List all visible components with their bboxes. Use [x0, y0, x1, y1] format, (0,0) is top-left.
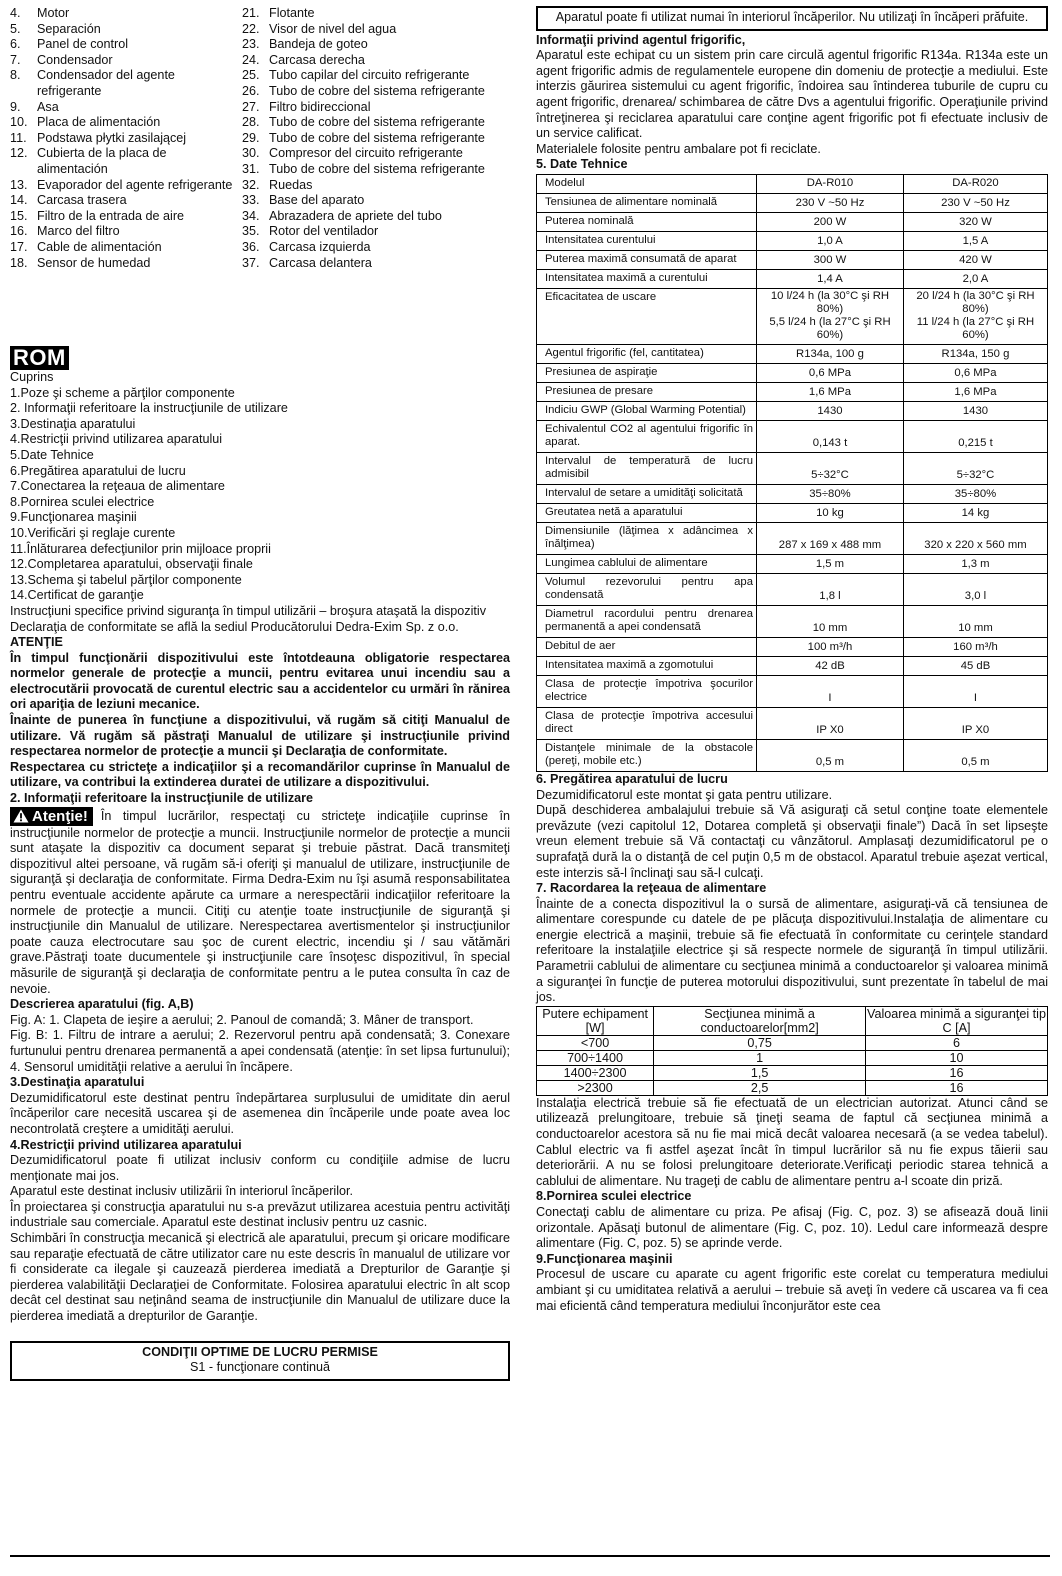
item-number: 28.	[242, 115, 260, 130]
list-item	[242, 209, 510, 225]
fuse-cell: <700	[537, 1035, 654, 1050]
spec-value-da-r010: 0,6 MPa	[757, 363, 904, 382]
table-row	[537, 1065, 1048, 1080]
refrigerant-title: Informaţii privind agentul frigorific,	[536, 32, 746, 47]
table-row	[537, 231, 1048, 250]
optimal-conditions-title: CONDIŢII OPTIME DE LUCRU PERMISE	[142, 1344, 378, 1359]
section-7-title: 7. Racordarea la reţeaua de alimentare	[536, 881, 767, 896]
attention-paragraph-1: În timpul funcţionării dispozitivului este întotdeauna obligatorie respectarea normelor generale de protecţie a muncii, pentru evitarea unui incendiu sau a electrocutării provocată de curentul electric sau a accidentelor cu urmări în rănirea ori apariţia de leziuni mecanice.	[10, 650, 510, 712]
item-text: Visor de nivel del agua	[269, 21, 397, 36]
item-number: 30.	[242, 146, 260, 161]
section-4-paragraph-1: Dezumidificatorul poate fi utilizat inclusiv conform cu condiţiile admise de lucru menţionate mai jos.	[10, 1153, 510, 1183]
item-text: Cable de alimentación	[37, 239, 162, 254]
spec-label: Tensiunea de alimentare nominală	[537, 193, 757, 212]
list-item	[242, 146, 510, 162]
table-row	[537, 1080, 1048, 1095]
table-row	[537, 605, 1048, 637]
spec-value-da-r020	[903, 288, 1047, 344]
section-4-paragraph-4: Schimbări în construcţia mecanică şi electrică ale aparatului, precum şi oricare modificare sau reparaţie efectuată de către utilizator care nu este descris în manualul de utilizare vor fi considerate ca ilegale şi cauzează pierderea imediată a Drepturilor de Garanţie şi pierderea valabilităţii Declaraţiei de Conformitate. Folosirea aparatului electric în alt scop decât cel destinat sau neţinând seama de instrucţiunile din Manualul de utilizare duce la pierderea imediată a drepturilor de Garanţie.	[10, 1231, 510, 1324]
spec-value-da-r020: 0,5 m	[903, 739, 1047, 771]
spec-value-da-r010: 300 W	[757, 250, 904, 269]
toc-item: 14.Certificat de garanţie	[10, 588, 144, 603]
table-row	[537, 174, 1048, 193]
spec-value-da-r010: 287 x 169 x 488 mm	[757, 522, 904, 554]
table-row	[537, 554, 1048, 573]
item-text: Evaporador del agente refrigerante	[37, 177, 233, 192]
spec-value-line: 11 l/24 h (la 27°C şi RH 60%)	[916, 315, 1035, 341]
fuse-header: Putere echipament [W]	[537, 1006, 654, 1035]
item-number: 27.	[242, 99, 260, 114]
section-2-body	[10, 807, 510, 998]
item-text: Carcasa derecha	[269, 52, 365, 67]
spec-value-line: 5,5 l/24 h (la 27°C şi RH 60%)	[769, 315, 891, 341]
toc-item: 3.Destinaţia aparatului	[10, 416, 136, 431]
spec-value-da-r020: 0,215 t	[903, 420, 1047, 452]
spec-value-da-r020: 160 m³/h	[903, 637, 1047, 656]
parts-list	[10, 6, 510, 336]
table-row	[537, 573, 1048, 605]
description-title: Descrierea aparatului (fig. A,B)	[10, 997, 194, 1012]
list-item	[10, 22, 235, 38]
list-item	[242, 68, 510, 84]
table-row	[537, 363, 1048, 382]
list-item	[10, 209, 235, 225]
list-item	[10, 6, 235, 22]
spec-value-da-r020: I	[903, 675, 1047, 707]
spec-value-da-r010: 1,4 A	[757, 269, 904, 288]
table-row	[537, 522, 1048, 554]
item-text: Carcasa izquierda	[269, 239, 371, 254]
list-item	[10, 100, 235, 116]
item-number: 15.	[10, 208, 28, 223]
section-5-title: 5. Date Tehnice	[536, 157, 628, 172]
spec-value-da-r010: R134a, 100 g	[757, 344, 904, 363]
section-6-paragraph-1: Dezumidificatorul este montat şi gata pentru utilizare.	[536, 787, 833, 802]
spec-value-da-r010	[757, 288, 904, 344]
fuse-table	[536, 1006, 1048, 1096]
item-number: 4.	[10, 6, 21, 20]
toc-item: 7.Conectarea la reţeaua de alimentare	[10, 479, 225, 494]
spec-value-da-r020: 14 kg	[903, 503, 1047, 522]
contents-title: Cuprins	[10, 370, 54, 384]
toc-item: 4.Restricţii privind utilizarea aparatului	[10, 432, 223, 447]
list-item	[10, 224, 235, 240]
fuse-header: Valoarea minimă a siguranţei tip C [A]	[867, 1006, 1046, 1035]
spec-label: Eficacitatea de uscare	[537, 288, 757, 344]
indoor-notice-box	[536, 6, 1048, 31]
fuse-cell: 700÷1400	[537, 1050, 654, 1065]
section-4-paragraph-2: Aparatul este destinat inclusiv utilizării în interiorul încăperilor.	[10, 1184, 353, 1199]
item-text: Carcasa delantera	[269, 255, 372, 270]
spec-value-da-r020: 35÷80%	[903, 484, 1047, 503]
table-row	[537, 288, 1048, 344]
spec-label: Puterea nominală	[537, 212, 757, 231]
fuse-cell: 0,75	[654, 1035, 866, 1050]
spec-value-da-r020: 420 W	[903, 250, 1047, 269]
table-of-contents	[10, 386, 510, 604]
spec-value-da-r010: 1430	[757, 401, 904, 420]
warning-badge	[10, 807, 93, 826]
item-number: 7.	[10, 52, 21, 67]
refrigerant-body: Aparatul este echipat cu un sistem prin care circulă agentul frigorific R134a. R134a este un agent frigorific admis de regulamentele europene din domeniu de protecţie a mediului. Este interzis găurirea sistemului cu agent frigorific, îndoirea sau întinderea tuburile de cupru cu agent frigorific, drenarea/ schimbarea de către Dvs a agentului frigorific. Operaţiunile privind întreţinerea şi reciclarea aparatului care conţine agent frigorific pot fi efectuate inclusiv de un service calificat.	[536, 48, 1048, 141]
spec-value-da-r020: 45 dB	[903, 656, 1047, 675]
item-number: 18.	[10, 255, 28, 270]
spec-value-da-r020: 1430	[903, 401, 1047, 420]
fuse-cell: 16	[866, 1080, 1048, 1095]
item-number: 8.	[10, 68, 21, 83]
list-item	[242, 162, 510, 178]
spec-value-da-r010: 1,5 m	[757, 554, 904, 573]
table-row	[537, 250, 1048, 269]
fuse-cell: 10	[866, 1050, 1048, 1065]
item-text: Filtro bidireccional	[269, 99, 371, 114]
section-7-body: Înainte de a conecta dispozitivul la o sursă de alimentare, asiguraţi-vă că tensiunea de alimentare corespunde cu datele de pe plăcuţa dispozitivului.Instalaţia de alimentare cu energie electrică a maşinii, trebuie să fie efectuată în conformitate cu cerinţele standard referitoare la instalaţiile electrice şi să respecte normele de siguranţă în timpul utilizării. Parametrii cablului de alimentare cu secţiunea minimă a conductoarelor şi valoarea minimă a siguranţei în funcţie de puterea motorului dispozitivului, sunt prezentate în tabelul de mai jos.	[536, 896, 1048, 1005]
item-number: 35.	[242, 224, 260, 239]
spec-value-da-r010: DA-R010	[757, 174, 904, 193]
spec-value-da-r010: 1,0 A	[757, 231, 904, 250]
list-item	[10, 240, 235, 256]
spec-label: Intensitatea maximă a zgomotului	[537, 656, 757, 675]
attention-paragraph-2: Înainte de punerea în funcţiune a dispozitivului, vă rugăm să citiţi Manualul de utilizare. Vă rugăm să păstraţi Manualul de utilizare şi instrucţiunile privind respectarea normelor de protecţie a muncii şi Declaraţia de conformitate.	[10, 713, 510, 759]
item-text: Tubo de cobre del sistema refrigerante	[269, 115, 485, 130]
spec-value-da-r020: 1,3 m	[903, 554, 1047, 573]
table-row	[537, 420, 1048, 452]
spec-value-da-r020: 2,0 A	[903, 269, 1047, 288]
list-item	[242, 256, 510, 272]
item-number: 32.	[242, 177, 260, 192]
list-item	[242, 178, 510, 194]
item-number: 22.	[242, 21, 260, 36]
fuse-cell: 1	[654, 1050, 866, 1065]
table-row	[537, 707, 1048, 739]
list-item	[242, 53, 510, 69]
table-row	[537, 452, 1048, 484]
section-8-title: 8.Pornirea sculei electrice	[536, 1189, 692, 1204]
item-text: Compresor del circuito refrigerante	[269, 146, 463, 161]
toc-item: 12.Completarea aparatului, observaţii finale	[10, 557, 253, 572]
item-number: 36.	[242, 239, 260, 254]
declaration-note: Declaraţia de conformitate se află la sediul Producătorului Dedra-Exim Sp. z o.o.	[10, 619, 459, 634]
spec-label: Intervalul de temperatură de lucru admisibil	[537, 452, 757, 484]
section-7-after: Instalaţia electrică trebuie să fie efectuată de un electrician autorizat. Atunci când se utilizează prelungitoare, trebuie să ţineţi seama de faptul că secţiunea minimă a conductoarelor acestora să nu fie mai mică decât valoarea necesară (a se vedea tabelul). Cablul electric va fi astfel aşezat încât în timpul lucrărilor să nu fie expus tăierii sau deteriorării. A nu se folosi prelungitoare deteriorate.Verificaţi periodic starea tehnică a cablului de alimentare. Nu trageţi de cablu de alimentare pentru a-l scoate din priză.	[536, 1095, 1048, 1188]
item-number: 24.	[242, 52, 260, 67]
spec-label: Volumul rezevorului pentru apa condensată	[537, 573, 757, 605]
technical-data-table	[536, 174, 1048, 772]
spec-value-da-r010: 1,6 MPa	[757, 382, 904, 401]
section-4-title: 4.Restricţii privind utilizarea aparatului	[10, 1137, 242, 1152]
item-number: 25.	[242, 68, 260, 83]
fuse-header: Secţiunea minimă a conductoarelor[mm2]	[654, 1006, 866, 1035]
right-column	[536, 6, 1048, 1314]
table-row	[537, 1050, 1048, 1065]
toc-item: 6.Pregătirea aparatului de lucru	[10, 463, 186, 478]
table-row	[537, 675, 1048, 707]
item-number: 10.	[10, 115, 28, 130]
table-row	[537, 401, 1048, 420]
spec-value-line: 20 l/24 h (la 30°C şi RH 80%)	[916, 289, 1035, 315]
warning-icon	[13, 809, 29, 823]
spec-value-da-r020: 320 x 220 x 560 mm	[903, 522, 1047, 554]
section-6-paragraph-2: După deschiderea ambalajului trebuie să Vă asiguraţi că setul conţine toate elementele prevăzute (vezi capitolul 12, Dotarea completă şi observaţii finale”) Dacă în set lipseşte vreun element trebuie să Vă contactaţi cu vânzătorul. Amplasaţi dezumidificatorul pe o suprafaţă dură la o distanţă de cel puţin 0,5 m de obstacol. Aparatul trebuie aşezat vertical, este interzis să-l înclinaţi sau să-l culcaţi.	[536, 803, 1048, 880]
section-3-title: 3.Destinaţia aparatului	[10, 1075, 145, 1090]
spec-value-da-r020: IP X0	[903, 707, 1047, 739]
spec-value-da-r020: 0,6 MPa	[903, 363, 1047, 382]
item-text: Rotor del ventilador	[269, 224, 379, 239]
item-number: 6.	[10, 37, 21, 52]
spec-value-da-r010: 10 kg	[757, 503, 904, 522]
refrigerant-recycle-note: Materialele folosite pentru ambalare pot fi reciclate.	[536, 141, 821, 156]
spec-value-da-r020: 10 mm	[903, 605, 1047, 637]
spec-value-da-r020: 320 W	[903, 212, 1047, 231]
section-2-text: În timpul lucrărilor, respectaţi cu stricteţe indicaţiile cuprinse în instrucţiunile normelor de protecţie a muncii. Instrucţiunile normelor de protecţie a muncii sunt ataşate la dispozitiv ca document separat şi trebuie păstrat. Dacă transmiteţi dispozitivul altei persoane, vă rugăm să-i oferiţi şi manualul de utilizare, instrucţiunile de siguranţă şi declaraţia de conformitate. Firma Dedra-Exim nu îşi asumă responsabilitatea pentru eventuale accidente apărute ca urmare a nerespectării indicaţiilor referitoare la normele de protecţie a muncii. Citiţi cu atenţie toate instrucţiunile de siguranţă şi instrucţiunile din Manualul de utilizare. Nerespectarea avertismentelor şi instrucţiunilor poate cauza electrocutare sau şoc de curent electric, incendiu şi / sau vătămări grave.Păstraţi toate ducumentele şi instrucţiunile care însoţesc dispozitivul, în special măsurile de siguranţă şi declaraţia de conformitate pentru a le putea consulta în caz de nevoie.	[10, 808, 510, 996]
item-text: Sensor de humedad	[37, 255, 151, 270]
list-item	[242, 131, 510, 147]
list-item	[10, 178, 235, 194]
list-item	[242, 37, 510, 53]
item-number: 9.	[10, 99, 21, 114]
toc-item: 10.Verificări şi reglaje curente	[10, 525, 176, 540]
item-number: 33.	[242, 193, 260, 208]
list-item	[10, 193, 235, 209]
table-row	[537, 656, 1048, 675]
spec-label: Dimensiunile (lăţimea x adâncimea x înălţimea)	[537, 522, 757, 554]
item-number: 13.	[10, 177, 28, 192]
spec-label: Presiunea de presare	[537, 382, 757, 401]
item-number: 17.	[10, 239, 28, 254]
spec-label: Diametrul racordului pentru drenarea permanentă a apei condensată	[537, 605, 757, 637]
section-4-paragraph-3: În proiectarea şi construcţia aparatului nu s-a prevăzut utilizarea acestuia pentru activităţi industriale sau comerciale. Aparatul este destinat inclusiv pentru uz casnic.	[10, 1199, 510, 1230]
list-item	[10, 256, 235, 272]
safety-brochure-note: Instrucţiuni specifice privind siguranţa în timpul utilizării – broşura ataşată la dispozitiv	[10, 603, 486, 618]
item-text: Tubo capilar del circuito refrigerante	[269, 68, 470, 83]
list-item	[242, 100, 510, 116]
list-item	[242, 193, 510, 209]
item-text: Carcasa trasera	[37, 193, 127, 208]
table-row	[537, 739, 1048, 771]
parts-list-left	[10, 6, 235, 271]
section-3-body: Dezumidificatorul este destinat pentru îndepărtarea surplusului de umiditate din aerul încăperilor care necesită uscarea şi de asemenea din încăperile unde poate avea loc necontrolată creştere a umidităţi aerului.	[10, 1090, 510, 1136]
item-text: Flotante	[269, 6, 315, 20]
list-item	[10, 37, 235, 53]
spec-value-da-r010: 200 W	[757, 212, 904, 231]
item-number: 26.	[242, 83, 260, 98]
item-number: 23.	[242, 37, 260, 52]
spec-label: Indiciu GWP (Global Warming Potential)	[537, 401, 757, 420]
spec-value-line: 10 l/24 h (la 30°C şi RH 80%)	[770, 289, 890, 315]
list-item	[10, 146, 235, 177]
toc-item: 9.Funcţionarea maşinii	[10, 510, 137, 525]
item-text: Motor	[37, 6, 70, 20]
spec-value-da-r020: 5÷32°C	[903, 452, 1047, 484]
list-item	[242, 84, 510, 100]
spec-value-da-r010: 35÷80%	[757, 484, 904, 503]
spec-label: Agentul frigorific (fel, cantitatea)	[537, 344, 757, 363]
list-item	[10, 68, 235, 99]
spec-label: Modelul	[537, 174, 757, 193]
item-text: Tubo de cobre del sistema refrigerante	[269, 130, 485, 145]
table-row	[537, 637, 1048, 656]
fuse-cell: 1400÷2300	[537, 1065, 654, 1080]
toc-item: 11.Înlăturarea defecţiunilor prin mijloace proprii	[10, 541, 271, 556]
item-text: Abrazadera de apriete del tubo	[269, 208, 442, 223]
optimal-conditions-value: S1 - funcţionare continuă	[189, 1360, 331, 1375]
toc-item: 8.Pornirea sculei electrice	[10, 494, 155, 509]
spec-value-da-r010: 5÷32°C	[757, 452, 904, 484]
section-8-body: Conectaţi cablu de alimentare cu priza. Pe afisaj (Fig. C, poz. 3) se afisează două linii orizontale. Apăsaţi butonul de alimentare (Fig. C, poz. 10). Ledul care informează despre alimentare (Fig. C, poz. 5) se aprinde verde.	[536, 1205, 1048, 1251]
table-row	[537, 269, 1048, 288]
spec-value-da-r020: DA-R020	[903, 174, 1047, 193]
item-text: Placa de alimentación	[37, 115, 161, 130]
list-item	[10, 115, 235, 131]
list-item	[242, 240, 510, 256]
optimal-conditions-box	[10, 1341, 510, 1381]
spec-value-da-r010: I	[757, 675, 904, 707]
spec-value-da-r010: 1,8 l	[757, 573, 904, 605]
spec-value-da-r020: 1,6 MPa	[903, 382, 1047, 401]
item-number: 14.	[10, 193, 28, 208]
spec-value-da-r020: 1,5 A	[903, 231, 1047, 250]
footer-divider	[10, 1555, 1050, 1557]
item-number: 29.	[242, 130, 260, 145]
spec-label: Intensitatea curentului	[537, 231, 757, 250]
fuse-cell: >2300	[537, 1080, 654, 1095]
spec-value-da-r020: 230 V ~50 Hz	[903, 193, 1047, 212]
spec-label: Clasa de protecţie împotriva şocurilor electrice	[537, 675, 757, 707]
spec-value-da-r010: 42 dB	[757, 656, 904, 675]
item-number: 11.	[10, 130, 27, 145]
left-column	[10, 6, 510, 1381]
item-text: Base del aparato	[269, 193, 365, 208]
toc-item: 5.Date Tehnice	[10, 447, 94, 462]
table-row	[537, 193, 1048, 212]
spec-label: Debitul de aer	[537, 637, 757, 656]
spec-value-da-r010: 100 m³/h	[757, 637, 904, 656]
spec-label: Clasa de protecţie împotriva accesului direct	[537, 707, 757, 739]
item-text: Filtro de la entrada de aire	[37, 208, 185, 223]
fuse-cell: 2,5	[654, 1080, 866, 1095]
language-label: ROM	[10, 346, 69, 370]
section-9-body: Procesul de uscare cu aparate cu agent frigorific este corelat cu temperatura mediului ambiant şi cu umiditatea relativă a aerului – trebuie să aveţi în vedere că uscarea va fi cea mai eficientă când temperatura mediului înconjurător este cea	[536, 1267, 1048, 1313]
section-9-title: 9.Funcţionarea maşinii	[536, 1251, 673, 1266]
item-text: Asa	[37, 99, 59, 114]
item-text: Tubo de cobre del sistema refrigerante	[269, 83, 485, 98]
table-row	[537, 484, 1048, 503]
item-text: Ruedas	[269, 177, 313, 192]
spec-value-da-r020: R134a, 150 g	[903, 344, 1047, 363]
fuse-cell: 1,5	[654, 1065, 866, 1080]
list-item	[10, 131, 235, 147]
spec-value-da-r010: 10 mm	[757, 605, 904, 637]
indoor-notice: Aparatul poate fi utilizat numai în interiorul încăperilor. Nu utilizaţi în încăperi prăfuite.	[555, 10, 1029, 24]
toc-item: 2. Informaţii referitoare la instrucţiunile de utilizare	[10, 401, 288, 416]
spec-label: Puterea maximă consumată de aparat	[537, 250, 757, 269]
description-fig-a: Fig. A: 1. Clapeta de ieşire a aerului; 2. Panoul de comandă; 3. Mâner de transport.	[10, 1012, 474, 1027]
table-row	[537, 212, 1048, 231]
item-text: Cubierta de la placa de alimentación	[37, 146, 167, 176]
item-number: 34.	[242, 208, 260, 223]
item-number: 21.	[242, 6, 260, 20]
item-text: Podstawa płytki zasilającej	[37, 130, 187, 145]
section-6-title: 6. Pregătirea aparatului de lucru	[536, 771, 728, 786]
item-text: Tubo de cobre del sistema refrigerante	[269, 161, 485, 176]
section-2-title: 2. Informaţii referitoare la instrucţiunile de utilizare	[10, 791, 314, 806]
list-item	[242, 224, 510, 240]
warning-badge-label: Atenţie!	[32, 807, 88, 825]
table-row	[537, 503, 1048, 522]
description-fig-b: Fig. B: 1. Filtru de intrare a aerului; 2. Rezervorul pentru apă condensată; 3. Conexare furtunului pentru drenarea permanentă a apei condensată (atenţie: în set lipsa furtunului); 4. Sensorul umidităţii relative a aerului în încăpere.	[10, 1028, 510, 1074]
spec-label: Lungimea cablului de alimentare	[537, 554, 757, 573]
table-row	[537, 344, 1048, 363]
item-text: Bandeja de goteo	[269, 37, 368, 52]
item-text: Panel de control	[37, 37, 129, 52]
spec-value-da-r010: 0,5 m	[757, 739, 904, 771]
parts-list-right	[242, 6, 510, 271]
item-number: 31.	[242, 161, 260, 176]
spec-value-da-r010: 0,143 t	[757, 420, 904, 452]
list-item	[10, 53, 235, 69]
list-item	[242, 22, 510, 38]
list-item	[242, 115, 510, 131]
spec-label: Intervalul de setare a umidităţi solicitată	[537, 484, 757, 503]
table-row	[537, 382, 1048, 401]
toc-item: 13.Schema şi tabelul părţilor componente	[10, 572, 242, 587]
item-text: Separación	[37, 21, 101, 36]
spec-label: Echivalentul CO2 al agentului frigorific în aparat.	[537, 420, 757, 452]
table-row	[537, 1035, 1048, 1050]
fuse-cell: 6	[866, 1035, 1048, 1050]
item-text: Condensador	[37, 52, 113, 67]
attention-title: ATENŢIE	[10, 635, 63, 650]
spec-value-da-r020: 3,0 l	[903, 573, 1047, 605]
toc-item: 1.Poze şi scheme a părţilor componente	[10, 385, 235, 400]
list-item	[242, 6, 510, 22]
spec-value-da-r010: IP X0	[757, 707, 904, 739]
item-text: Condensador del agente refrigerante	[37, 68, 175, 98]
spec-value-da-r010: 230 V ~50 Hz	[757, 193, 904, 212]
item-number: 12.	[10, 146, 28, 161]
item-number: 5.	[10, 21, 21, 36]
spec-label: Intensitatea maximă a curentului	[537, 269, 757, 288]
fuse-cell: 16	[866, 1065, 1048, 1080]
spec-label: Presiunea de aspiraţie	[537, 363, 757, 382]
item-number: 37.	[242, 255, 260, 270]
spec-label: Distanţele minimale de la obstacole (pereţi, mobile etc.)	[537, 739, 757, 771]
item-text: Marco del filtro	[37, 224, 120, 239]
attention-paragraph-3: Respectarea cu stricteţe a indicaţiilor şi a recomandărilor cuprinse în Manualul de utilizare, va contribui la extinderea duratei de utilizare a dispozitivului.	[10, 759, 510, 790]
spec-label: Greutatea netă a aparatului	[537, 503, 757, 522]
item-number: 16.	[10, 224, 28, 239]
